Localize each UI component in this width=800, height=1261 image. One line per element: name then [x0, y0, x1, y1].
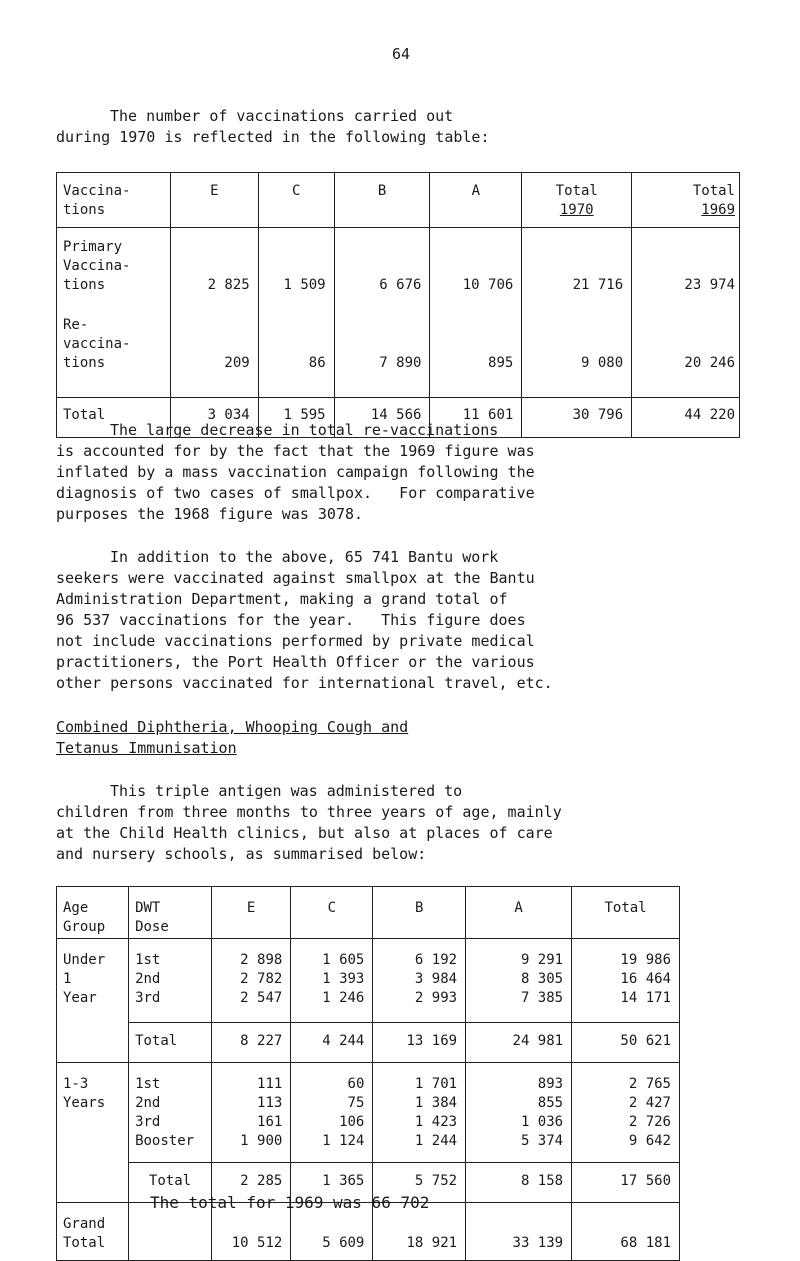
table2-grand-total-label: Grand Total [57, 1203, 129, 1261]
table1-header-vaccinations: Vaccina- tions [57, 173, 171, 228]
table2-years13-e: 111 113 161 1 900 [211, 1063, 290, 1163]
table2-years13-total-a: 8 158 [466, 1163, 572, 1203]
para2-line-3: inflated by a mass vaccination campaign following the [56, 463, 535, 481]
table2-under1-total-c: 4 244 [291, 1023, 373, 1063]
table2-under1-total-b: 13 169 [373, 1023, 466, 1063]
table2-years13-total-t: 17 560 [572, 1163, 680, 1203]
table2-under1-total-label: Total [129, 1023, 212, 1063]
table1-row-labels: Primary Vaccina- tions Re- vaccina- tions [57, 228, 171, 398]
table2-under1-total-a: 24 981 [466, 1023, 572, 1063]
para2-line-1: The large decrease in total re-vaccinations [110, 421, 499, 439]
para4-line-4: and nursery schools, as summarised below: [56, 845, 427, 863]
table-row [57, 939, 680, 1023]
table1-total-a: 11 601 [430, 398, 522, 438]
table1-total-e: 3 034 [170, 398, 258, 438]
table2-years13-total-b: 5 752 [373, 1163, 466, 1203]
table1-total-label: Total [57, 398, 171, 438]
table2-years13-doses: 1st 2nd 3rd Booster [129, 1063, 212, 1163]
para3-line-3: Administration Department, making a grand total of [56, 590, 508, 608]
para3-line-4: 96 537 vaccinations for the year. This figure does [56, 611, 526, 629]
table2-years13-c: 60 75 106 1 124 [291, 1063, 373, 1163]
table-row [57, 1063, 680, 1163]
table2-header-b: B [373, 887, 466, 939]
table2-years13-total-e: 2 285 [211, 1163, 290, 1203]
section-heading-line-2: Tetanus Immunisation [56, 739, 237, 757]
table2-header-e: E [211, 887, 290, 939]
intro-line-2: during 1970 is reflected in the following table: [56, 128, 490, 146]
table2-header-c: C [291, 887, 373, 939]
table2-years13-total: 2 765 2 427 2 726 9 642 [572, 1063, 680, 1163]
table1-header-total-1969: Total 1969 [632, 173, 740, 228]
table2-under1-c: 1 605 1 393 1 246 [291, 939, 373, 1023]
table2-header-age-group: Age Group [57, 887, 129, 939]
para3-line-7: other persons vaccinated for international travel, etc. [56, 674, 553, 692]
table2-grand-e: 10 512 [211, 1203, 290, 1261]
para3-line-5: not include vaccinations performed by private medical [56, 632, 535, 650]
vaccinations-table [56, 172, 740, 438]
table1-header-b: B [334, 173, 430, 228]
para2-line-4: diagnosis of two cases of smallpox. For comparative [56, 484, 535, 502]
table2-under1-e: 2 898 2 782 2 547 [211, 939, 290, 1023]
table-row [57, 228, 740, 398]
para2-line-2: is accounted for by the fact that the 1969 figure was [56, 442, 535, 460]
table1-header-row [57, 173, 740, 228]
table2-under1-b: 6 192 3 984 2 993 [373, 939, 466, 1023]
table2-years13-total-c: 1 365 [291, 1163, 373, 1203]
footer-note: The total for 1969 was 66 702 [150, 1193, 430, 1212]
table1-total-b: 14 566 [334, 398, 430, 438]
table2-group-under-1: Under 1 Year [57, 939, 129, 1063]
table1-total-c: 1 595 [258, 398, 334, 438]
table1-header-c: C [258, 173, 334, 228]
table2-under1-a: 9 291 8 305 7 385 [466, 939, 572, 1023]
table2-group-1-3-years: 1-3 Years [57, 1063, 129, 1203]
table1-e-values: 2 825 209 [170, 228, 258, 398]
page-number: 64 [392, 45, 411, 63]
table-row [57, 1023, 680, 1063]
para3-line-6: practitioners, the Port Health Officer or the various [56, 653, 535, 671]
table2-years13-b: 1 701 1 384 1 423 1 244 [373, 1063, 466, 1163]
section-heading-line-1: Combined Diphtheria, Whooping Cough and [56, 718, 409, 736]
table2-grand-b: 18 921 [373, 1203, 466, 1261]
table2-grand-c: 5 609 [291, 1203, 373, 1261]
table1-total-1969-values: 23 974 20 246 [632, 228, 740, 398]
table1-header-total-1970: Total 1970 [522, 173, 632, 228]
para4-line-2: children from three months to three years of age, mainly [56, 803, 562, 821]
table1-header-a: A [430, 173, 522, 228]
para3-line-2: seekers were vaccinated against smallpox at the Bantu [56, 569, 535, 587]
table2-under1-doses: 1st 2nd 3rd [129, 939, 212, 1023]
table2-header-total: Total [572, 887, 680, 939]
table2-years13-a: 893 855 1 036 5 374 [466, 1063, 572, 1163]
table2-years13-total-label: Total [129, 1163, 212, 1203]
para4-line-1: This triple antigen was administered to [110, 782, 463, 800]
table2-header-row [57, 887, 680, 939]
table1-total-1969: 44 220 [632, 398, 740, 438]
para4-line-3: at the Child Health clinics, but also at places of care [56, 824, 553, 842]
table2-grand-t: 68 181 [572, 1203, 680, 1261]
table1-c-values: 1 509 86 [258, 228, 334, 398]
table2-under1-total-t: 50 621 [572, 1023, 680, 1063]
table1-total-1970: 30 796 [522, 398, 632, 438]
table2-grand-a: 33 139 [466, 1203, 572, 1261]
table1-a-values: 10 706 895 [430, 228, 522, 398]
table1-b-values: 6 676 7 890 [334, 228, 430, 398]
table1-total-1970-values: 21 716 9 080 [522, 228, 632, 398]
table1-header-e: E [170, 173, 258, 228]
table2-header-dose: DWT Dose [129, 887, 212, 939]
para2-line-5: purposes the 1968 figure was 3078. [56, 505, 364, 523]
intro-line-1: The number of vaccinations carried out [110, 107, 454, 125]
table2-under1-total: 19 986 16 464 14 171 [572, 939, 680, 1023]
para3-line-1: In addition to the above, 65 741 Bantu work [110, 548, 499, 566]
table2-header-a: A [466, 887, 572, 939]
table2-under1-total-e: 8 227 [211, 1023, 290, 1063]
